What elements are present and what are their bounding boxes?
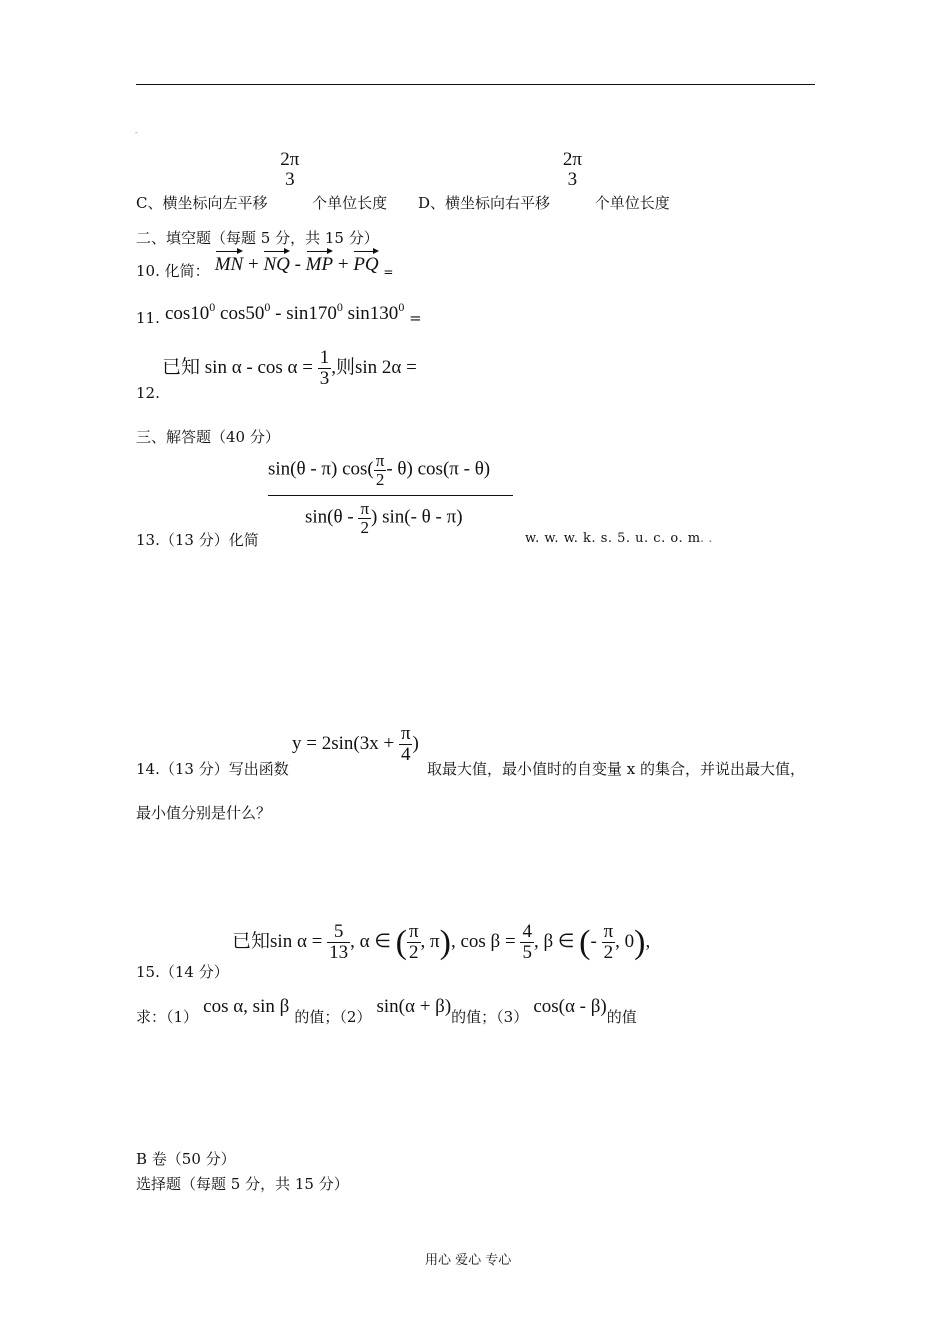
q14-label: 14.（13 分）写出函数 — [136, 760, 289, 778]
q12-tail: sin 2α = — [354, 356, 417, 378]
question-11 — [136, 300, 422, 325]
interval-end: , 0 — [615, 930, 635, 952]
q12-label: 12. — [136, 384, 160, 402]
q15-label: 15.（14 分） — [136, 963, 229, 981]
equals-sign: = — [383, 265, 394, 279]
degree-mark: 0 — [398, 300, 405, 314]
option-d-fraction — [561, 150, 584, 190]
vector-mn: MN — [214, 254, 244, 275]
q12-expression — [162, 348, 417, 389]
option-d-text: D、横坐标向右平移 — [418, 193, 551, 212]
fraction-pi-over-2 — [602, 922, 616, 963]
fraction-numerator: π — [408, 921, 419, 942]
fraction-pi-over-2 — [358, 500, 371, 537]
q12-mid: ,则 — [331, 356, 355, 378]
fraction-pi-over-4 — [399, 724, 413, 765]
term: cos50 — [220, 303, 265, 324]
fraction-denominator: 5 — [522, 941, 532, 963]
q14-text-line1: 取最大值，最小值时的自变量 x 的集合，并说出最大值， — [427, 760, 805, 778]
term: sin170 — [286, 303, 337, 324]
fraction-numerator: π — [400, 723, 411, 744]
term: cos10 — [164, 303, 210, 324]
q14-text-line2: 最小值分别是什么？ — [136, 804, 272, 822]
fraction-4-5 — [520, 922, 534, 963]
part-1-expression: cos α, sin β — [203, 996, 290, 1017]
operator: + — [337, 254, 349, 275]
sin-alpha: sin α = — [270, 930, 323, 952]
fraction-denominator: 2 — [375, 469, 385, 489]
q12-equation: sin α - cos α = — [204, 356, 313, 378]
ask-lead: 求：（1） — [136, 1008, 199, 1026]
fraction-denominator: 3 — [319, 367, 330, 389]
q11-label: 11. — [136, 309, 160, 327]
q15-ask — [136, 996, 637, 1026]
vector-nq: NQ — [263, 254, 290, 275]
fraction-numerator: π — [375, 451, 385, 470]
alpha-in: , α ∈ — [350, 930, 391, 952]
option-c-fraction — [278, 150, 301, 190]
q10-label: 10. 化简： — [136, 262, 210, 280]
fraction-one-third — [318, 348, 332, 389]
cos-beta: , cos β = — [450, 930, 516, 952]
option-c — [136, 149, 388, 212]
footer-text: 用心 爱心 专心 — [425, 1253, 512, 1268]
left-paren: ( — [579, 923, 591, 961]
option-c-suffix: 个单位长度 — [312, 193, 388, 212]
header-rule — [136, 84, 815, 85]
function-part: y = 2sin(3x + — [292, 732, 395, 754]
fraction-denominator: 2 — [409, 941, 419, 963]
degree-mark: 0 — [264, 300, 271, 314]
fraction-numerator: 1 — [319, 347, 330, 368]
part-2-expression: sin(α + β) — [376, 996, 452, 1017]
fraction-numerator: π — [603, 921, 614, 942]
fraction-denominator: 4 — [400, 743, 411, 765]
minus-sign: - — [590, 930, 597, 952]
fraction-denominator: 13 — [329, 941, 349, 963]
q13-denominator — [305, 500, 463, 537]
q11-expression — [164, 300, 409, 324]
left-paren: ( — [395, 923, 407, 961]
part-2-tail: 的值；（3） — [451, 1008, 529, 1026]
function-part: ) — [412, 732, 419, 754]
fraction-numerator: 4 — [522, 921, 532, 942]
degree-mark: 0 — [336, 300, 343, 314]
end-comma: , — [645, 930, 651, 952]
numerator-part: sin(θ - π) cos( — [268, 458, 374, 480]
equals-sign: = — [409, 309, 422, 327]
part-b-subtitle: 选择题（每题 5 分，共 15 分） — [136, 1175, 349, 1193]
vector-pq: PQ — [353, 254, 379, 275]
part-b-title: B 卷（50 分） — [136, 1150, 236, 1168]
denominator-part: sin(θ - — [305, 506, 354, 528]
watermark-dots: . . — [700, 531, 713, 546]
watermark-text: w. w. w. k. s. 5. u. c. o. m — [525, 531, 701, 546]
q13-numerator — [268, 452, 490, 489]
q10-expression — [215, 254, 384, 275]
right-paren: ) — [634, 923, 646, 961]
beta-in: , β ∈ — [533, 930, 575, 952]
section-2-title: 二、填空题（每题 5 分，共 15 分） — [136, 229, 379, 247]
q12-lead: 已知 — [162, 356, 201, 378]
operator: - — [275, 303, 282, 324]
fraction-numerator: 2π — [562, 149, 582, 170]
part-3-tail: 的值 — [606, 1008, 637, 1026]
right-paren: ) — [439, 923, 451, 961]
part-3-expression: cos(α - β) — [533, 996, 607, 1017]
degree-mark: 0 — [209, 300, 216, 314]
fraction-denominator: 3 — [285, 168, 295, 190]
q15-given — [232, 922, 650, 963]
fraction-denominator: 2 — [360, 517, 369, 537]
option-d-suffix: 个单位长度 — [594, 193, 670, 212]
q15-lead: 已知 — [232, 930, 271, 952]
option-d — [418, 149, 670, 212]
section-3-title: 三、解答题（40 分） — [136, 428, 280, 446]
denominator-part: ) sin(- θ - π) — [371, 506, 463, 528]
stray-mark: - — [135, 128, 138, 137]
option-c-text: C、横坐标向左平移 — [136, 193, 268, 212]
question-10 — [136, 254, 394, 280]
vector-mp: MP — [305, 254, 334, 275]
operator: + — [247, 254, 259, 275]
interval-end: , π — [420, 930, 440, 952]
term: sin130 — [347, 303, 399, 324]
operator: - — [294, 254, 301, 275]
q13-label: 13.（13 分）化简 — [136, 531, 259, 549]
fraction-denominator: 3 — [567, 168, 578, 190]
fraction-denominator: 2 — [603, 941, 614, 963]
q13-fraction-bar — [268, 495, 513, 496]
fraction-numerator: π — [360, 499, 370, 518]
fraction-5-13 — [327, 922, 350, 963]
fraction-numerator: 5 — [333, 921, 344, 942]
q14-function — [292, 724, 419, 765]
numerator-part: - θ) cos(π - θ) — [386, 458, 491, 480]
part-1-tail: 的值；（2） — [294, 1008, 372, 1026]
fraction-numerator: 2π — [280, 149, 300, 170]
fraction-pi-over-2 — [407, 922, 421, 963]
fraction-pi-over-2 — [374, 452, 387, 489]
